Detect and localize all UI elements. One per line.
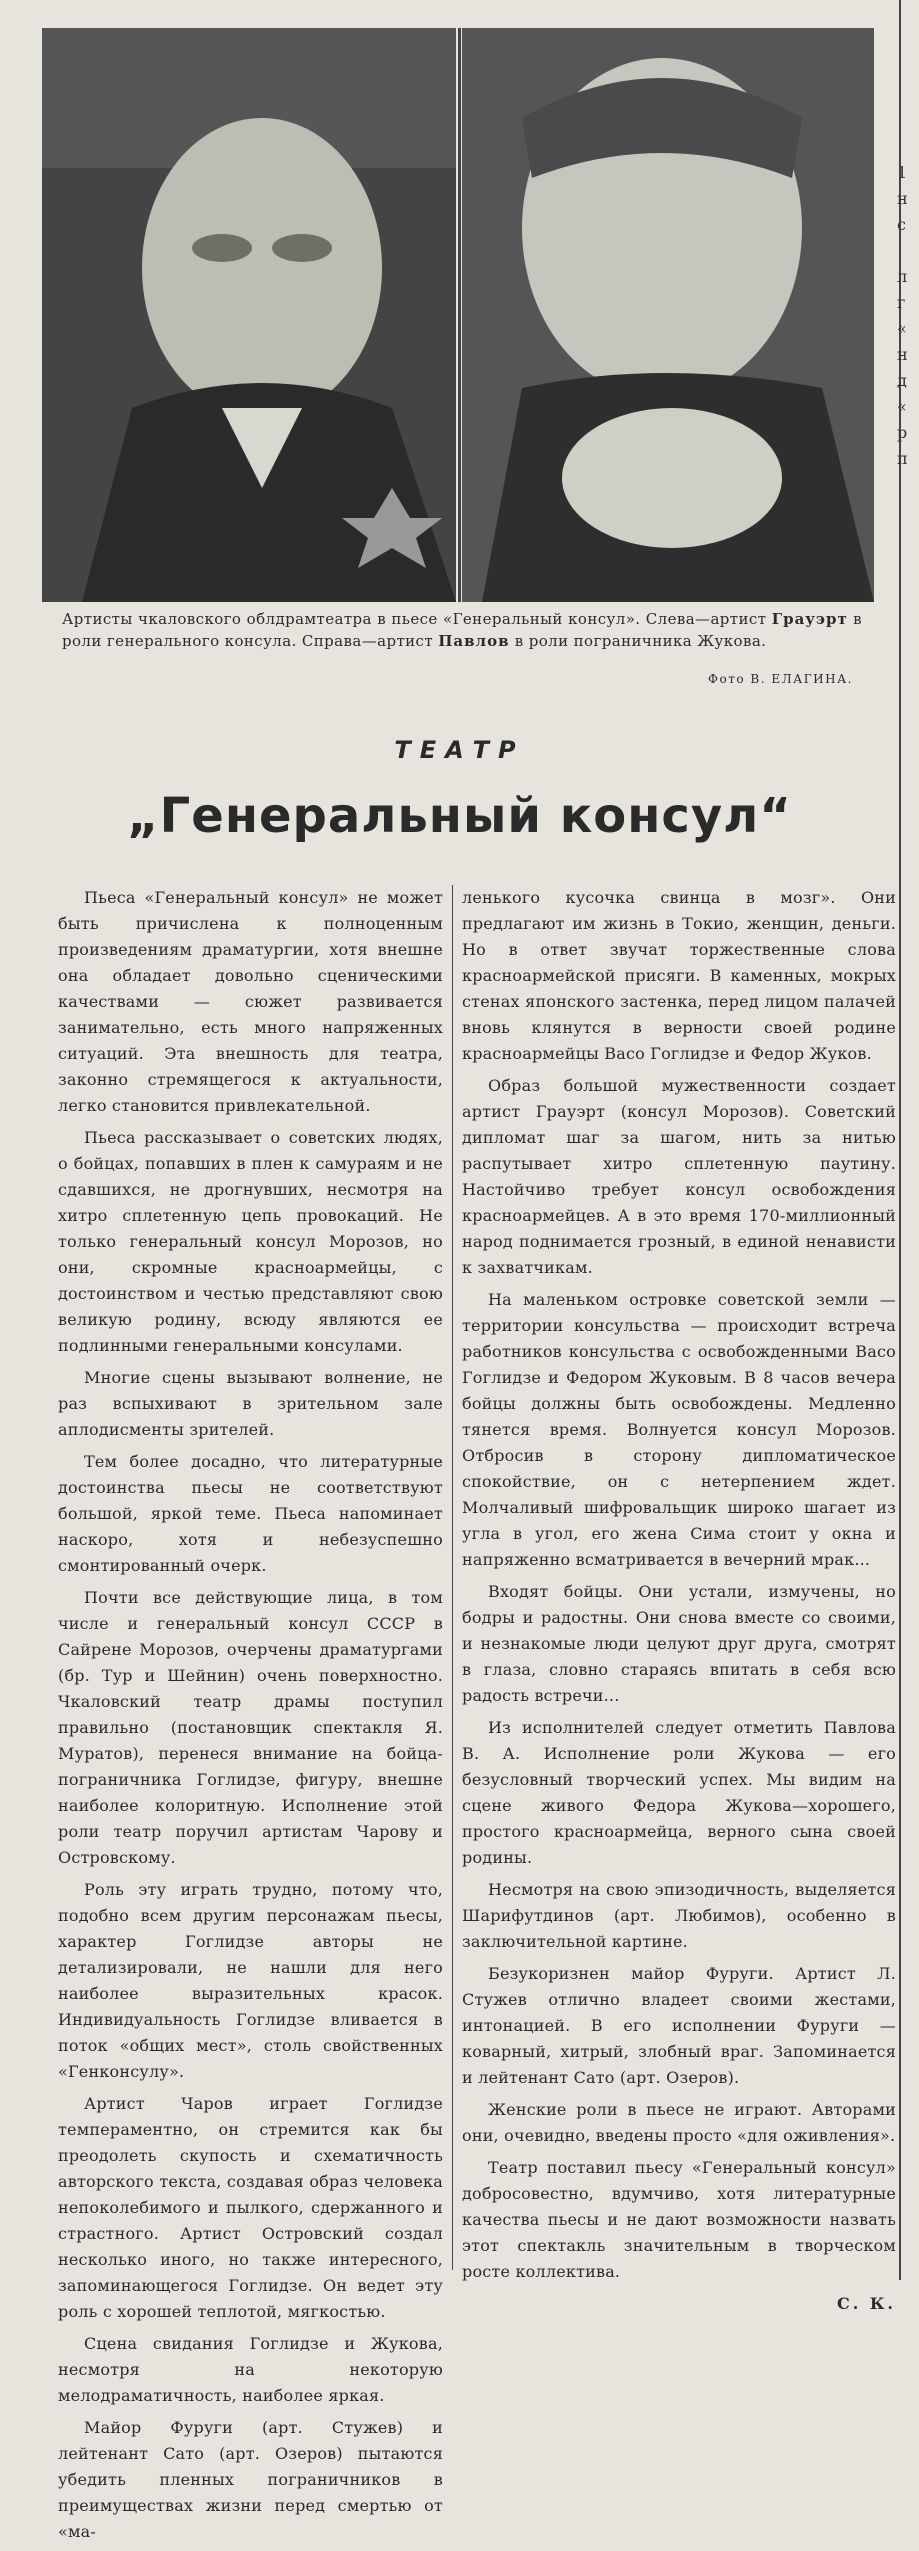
- caption-actor-2: Павлов: [438, 632, 510, 650]
- section-heading: ТЕАТР: [394, 736, 525, 764]
- actors-photo-left: [42, 28, 456, 602]
- column-divider: [452, 885, 453, 2270]
- photo-caption: [62, 608, 862, 652]
- paragraph: Несмотря на свою эпизодичность, выделяется Шарифутдинов (арт. Любимов), особенно в заключительной картине.: [462, 1880, 896, 1951]
- paragraph: Многие сцены вызывают волнение, не раз вспыхивают в зрительном зале аплодисменты зрителей.: [58, 1368, 443, 1439]
- photo-divider: [458, 28, 461, 602]
- paragraph: ленького кусочка свинца в мозг». Они предлагают им жизнь в Токио, женщин, деньги. Но в ответ звучат торжественные слова красноармейской присяги. В каменных, мокрых стенах японского застенка, перед лицом палачей вновь клянутся в верности своей родине красноармейцы Васо Гоглидзе и Федор Жуков.: [462, 888, 896, 1063]
- caption-line-2-suffix: в роли генерального консула. Справа—артист: [62, 610, 863, 650]
- paragraph: Пьеса рассказывает о советских людях, о бойцах, попавших в плен к самураям и не сдавшихся, не дрогнувших, несмотря на хитро сплетенную цепь провокаций. Не только генеральный консул Морозов, но они, скромные красноармейцы, с достоинством и честью представляют свою великую родину, всюду являются ее подлинными генеральными консулами.: [58, 1128, 443, 1355]
- caption-actor-1: Грауэрт: [771, 610, 848, 628]
- paragraph: Артист Чаров играет Гоглидзе темпераментно, он стремится как бы преодолеть скупость и схематичность авторского текста, создавая образ человека непоколебимого и пылкого, сдержанного и страстного. Артист Островский создал несколько иного, но также интересного, запоминающегося Гоглидзе. Он ведет эту роль с хорошей теплотой, мягкостью.: [58, 2094, 443, 2321]
- paragraph: Тем более досадно, что литературные достоинства пьесы не соответствуют большой, яркой теме. Пьеса напоминает наскоро, хотя и небезуспешно смонтированный очерк.: [58, 1452, 443, 1575]
- paragraph: Безукоризнен майор Фуруги. Артист Л. Стужев отлично владеет своими жестами, интонацией. В его исполнении Фуруги — коварный, хитрый, злобный враг. Запоминается и лейтенант Сато (арт. Озеров).: [462, 1964, 896, 2087]
- paragraph: Из исполнителей следует отметить Павлова В. А. Исполнение роли Жукова — его безусловный творческий успех. Мы видим на сцене живого Федора Жукова—хорошего, простого красноармейца, верного сына своей родины.: [462, 1718, 896, 1867]
- paragraph: На маленьком островке советской земли — территории консульства — происходит встреча работников консульства с освобожденными Васо Гоглидзе и Федором Жуковым. В 8 часов вечера бойцы должны быть освобождены. Медленно тянется время. Волнуется консул Морозов. Отбросив в сторону дипломатическое спокойствие, он с нетерпением ждет. Молчаливый шифровальщик широко шагает из угла в угол, его жена Сима стоит у окна и напряженно всматривается в вечерний мрак...: [462, 1290, 896, 1569]
- paragraph: Майор Фуруги (арт. Стужев) и лейтенант Сато (арт. Озеров) пытаются убедить пленных пограничников в преимуществах жизни перед смертью от «ма-: [58, 2418, 443, 2541]
- paragraph: Театр поставил пьесу «Генеральный консул» добросовестно, вдумчиво, хотя литературные качества пьесы и не дают возможности назвать этот спектакль значительным в творческом росте коллектива.: [462, 2158, 896, 2281]
- paragraph: Входят бойцы. Они устали, измучены, но бодры и радостны. Они снова вместе со своими, и незнакомые люди целуют друг друга, смотрят в глаза, словно стараясь впитать в себя всю радость встречи...: [462, 1582, 896, 1705]
- article-column-2: [462, 885, 896, 2317]
- article-title: „Генеральный консул“: [127, 788, 792, 844]
- paragraph: Женские роли в пьесе не играют. Авторами они, очевидно, введены просто «для оживления».: [462, 2100, 896, 2145]
- caption-line-1: Артисты чкаловского облдрамтеатра в пьесе «Генеральный консул».: [62, 610, 641, 628]
- caption-line-3-suffix: в роли пограничника Жукова.: [514, 632, 767, 650]
- paragraph: Образ большой мужественности создает артист Грауэрт (консул Морозов). Советский дипломат шаг за шагом, нить за нитью распутывает хитро сплетенную паутину. Настойчиво требует консул освобождения красноармейцев. А в это время 170-миллионный народ поднимается грозный, в единой ненависти к захватчикам.: [462, 1076, 896, 1277]
- paragraph: Роль эту играть трудно, потому что, подобно всем другим персонажам пьесы, характер Гоглидзе авторы не детализировали, не нашли для него наиболее выразительных красок. Индивидуальность Гоглидзе вливается в поток «общих мест», столь свойственных «Генконсулу».: [58, 1880, 443, 2081]
- paragraph: Пьеса «Генеральный консул» не может быть причислена к полноценным произведениям драматургии, хотя внешне она обладает довольно сценическими качествами — сюжет развивается занимательно, есть много напряженных ситуаций. Эта внешность для театра, законно стремящегося к актуальности, легко становится привлекательной.: [58, 888, 443, 1115]
- caption-line-2-prefix: Слева—артист: [645, 610, 767, 628]
- paragraph: Сцена свидания Гоглидзе и Жукова, несмотря на некоторую мелодраматичность, наиболее яркая.: [58, 2334, 443, 2405]
- actors-photo-right: [462, 28, 874, 602]
- adjacent-column-fragment: 1 н с л г « н д « р п: [897, 163, 908, 468]
- article-column-1: [58, 885, 443, 2551]
- paragraph: Почти все действующие лица, в том числе и генеральный консул СССР в Сайрене Морозов, очерчены драматургами (бр. Тур и Шейнин) очень поверхностно. Чкаловский театр драмы поступил правильно (постановщик спектакля Я. Муратов), перенеся внимание на бойца-пограничника Гоглидзе, фигуру, внешне наиболее колоритную. Исполнение этой роли театр поручил артистам Чарову и Островскому.: [58, 1588, 443, 1867]
- photo-credit: Фото В. ЕЛАГИНА.: [708, 672, 853, 686]
- author-signature: С. К.: [837, 2294, 896, 2313]
